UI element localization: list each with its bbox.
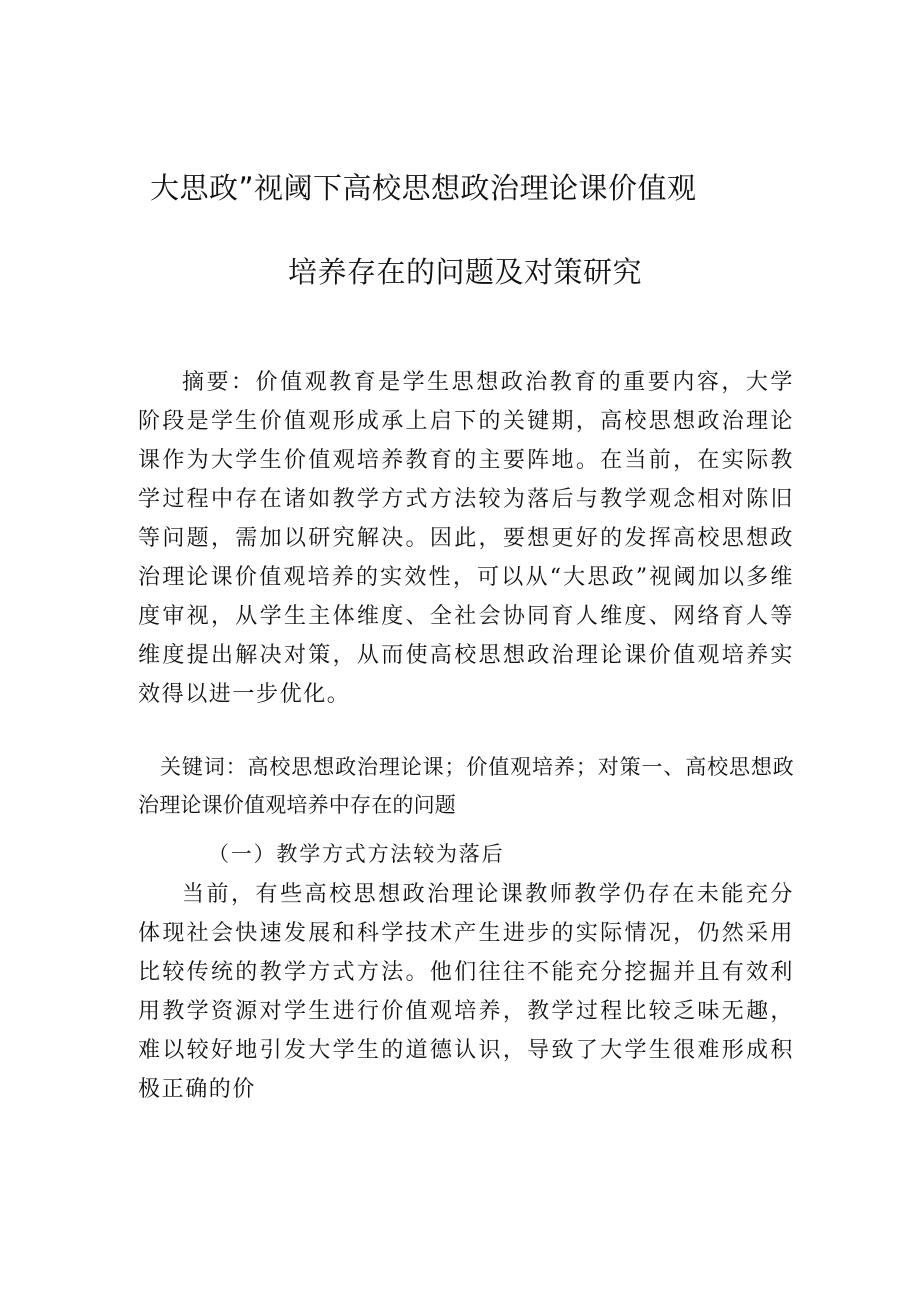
abstract-paragraph: 摘要：价值观教育是学生思想政治教育的重要内容，大学阶段是学生价值观形成承上启下的关键期，高校思想政治理论课作为大学生价值观培养教育的主要阵地。在当前，在实际教学过程中存在诸如教学方式方法较为落后与教学观念相对陈旧等问题，需加以研究解决。因此，要想更好的发挥高校思想政治理论课价值观培养的实效性，可以从“大思政”视阈加以多维度审视，从学生主体维度、全社会协同育人维度、网络育人等维度提出解决对策，从而使高校思想政治理论课价值观培养实效得以进一步优化。 [138,370,794,707]
keywords-paragraph: 关键词：高校思想政治理论课；价值观培养；对策一、高校思想政治理论课价值观培养中存在的问题 [138,755,794,817]
body-paragraph: 当前，有些高校思想政治理论课教师教学仍存在未能充分体现社会快速发展和科学技术产生进步的实际情况，仍然采用比较传统的教学方式方法。他们往往不能充分挖掘并且有效利用教学资源对学生进行价值观培养，教学过程比较乏味无趣，难以较好地引发大学生的道德认识，导致了大学生很难形成积极正确的价 [138,882,794,1102]
document-title-line-2: 培养存在的问题及对策研究 [288,255,643,289]
section-subheading: （一）教学方式方法较为落后 [208,842,505,866]
document-title-line-1: 大思政”视阈下高校思想政治理论课价值观 [150,171,697,205]
